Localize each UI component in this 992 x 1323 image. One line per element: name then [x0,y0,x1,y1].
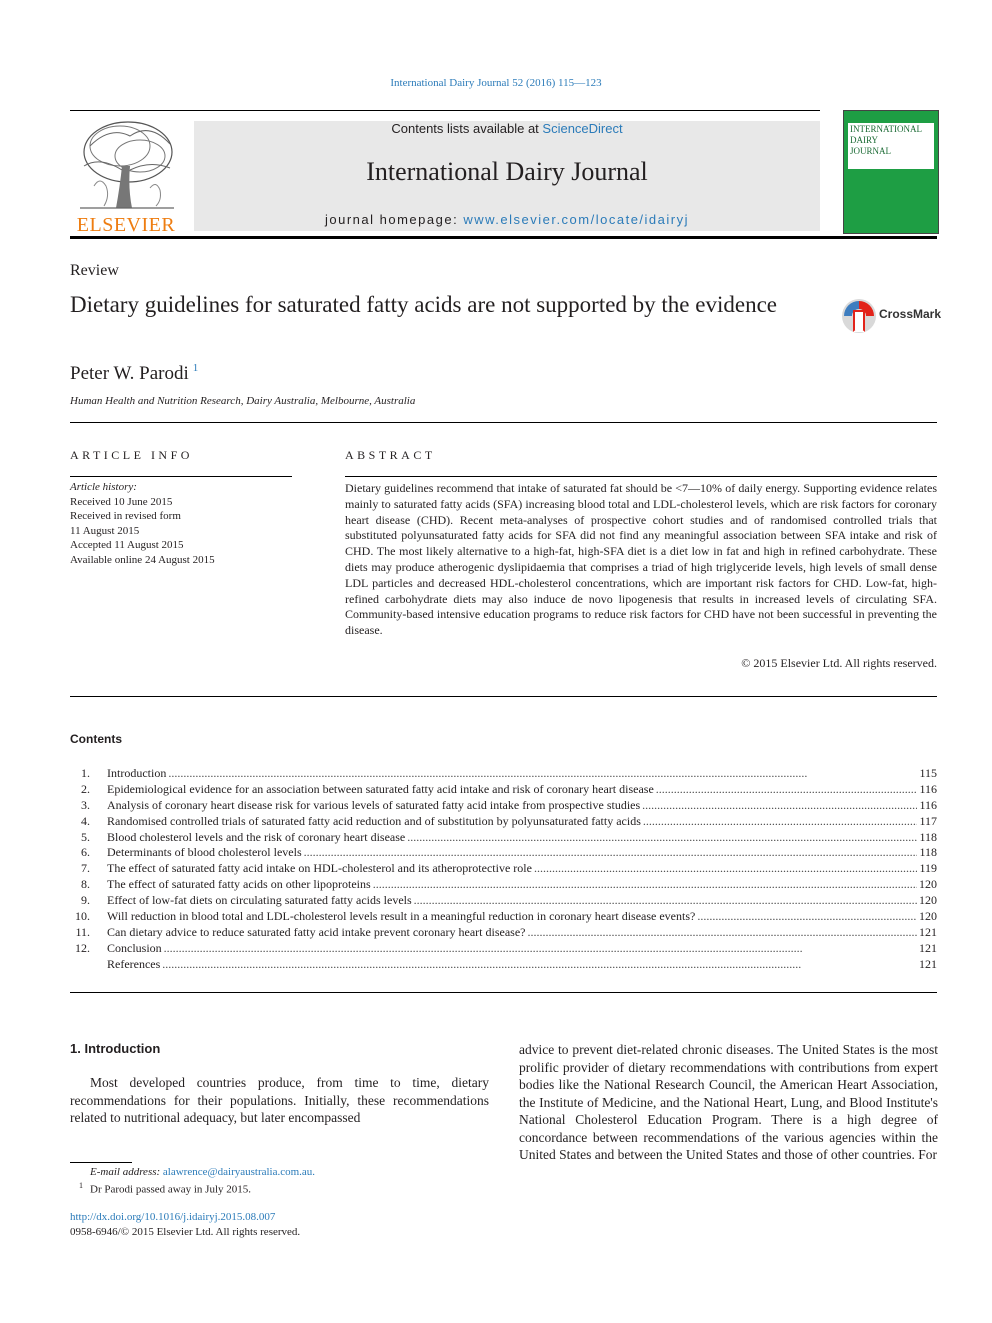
toc-leader-dots [164,941,917,957]
toc-entry-title[interactable]: The effect of saturated fatty acid intake on HDL-cholesterol and its atheroprotective role [107,861,532,876]
toc-leader-dots [643,814,918,830]
toc-entry-number: 2. [81,781,90,796]
toc-entry-title[interactable]: Randomised controlled trials of saturated fatty acid reduction and of substitution by polyunsaturated fatty acids [107,813,641,828]
abstract-rule [345,476,937,477]
toc-entry-page[interactable]: 118 [919,845,937,860]
toc-entry-page[interactable]: 115 [919,766,937,780]
footnote-rule [70,1162,132,1163]
toc-leader-dots [373,877,917,893]
footnote-email [90,1166,315,1178]
toc-entry[interactable] [70,893,937,909]
toc-entry-title[interactable]: Epidemiological evidence for an association between saturated fatty acid intake and risk of coronary heart disease [107,781,654,796]
cover-title [848,123,934,169]
history-item: Available online 24 August 2015 [70,553,215,566]
contents-heading: Contents [70,732,122,746]
toc-entry-page[interactable]: 121 [919,940,937,955]
toc-entry-number: 3. [81,797,90,812]
toc-entry-title[interactable]: Will reduction in blood total and LDL-cholesterol levels result in a meaningful reduction in coronary heart disease events? [107,909,696,924]
toc-entry-page[interactable]: 120 [919,877,937,892]
toc-entry[interactable] [70,941,937,957]
toc-leader-dots [304,845,918,861]
toc-entry-title[interactable]: Effect of low-fat diets on circulating saturated fatty acids levels [107,893,412,908]
toc-entry-number: 1. [81,766,90,780]
contents-divider [70,992,937,993]
doi-link[interactable]: http://dx.doi.org/10.1016/j.idairyj.2015.08.007 [70,1211,276,1223]
toc-entry-number: 11. [75,924,90,939]
toc-entry-title[interactable]: References [107,956,161,971]
author-affiliation: Human Health and Nutrition Research, Dairy Australia, Melbourne, Australia [70,395,416,407]
article-info-heading: ARTICLE INFO [70,448,193,462]
toc-leader-dots [162,957,917,973]
toc-entry-title[interactable]: The effect of saturated fatty acids on other lipoproteins [107,877,371,892]
journal-masthead [194,121,820,231]
toc-entry-page[interactable]: 121 [919,924,937,939]
toc-entry-number: 10. [75,909,90,924]
toc-entry[interactable] [70,798,937,814]
toc-leader-dots [534,861,918,877]
cover-title-line: JOURNAL [850,146,892,156]
toc-leader-dots [642,798,917,814]
author-footnote-link[interactable]: 1 [192,362,199,374]
toc-leader-dots [168,766,917,782]
toc-entry-title[interactable]: Can dietary advice to reduce saturated fatty acid intake prevent coronary heart disease? [107,924,526,939]
toc-entry[interactable] [70,830,937,846]
toc-entry[interactable] [70,845,937,861]
history-item: Accepted 11 August 2015 [70,539,184,551]
toc-entry-title[interactable]: Conclusion [107,940,162,955]
cover-title-line: DAIRY [850,135,879,145]
homepage-link[interactable]: www.elsevier.com/locate/idairyj [463,212,689,227]
toc-entry-title[interactable]: Introduction [107,766,167,780]
masthead-bottom-rule [70,236,937,239]
toc-entry-page[interactable]: 118 [919,829,937,844]
elsevier-logo [70,116,182,234]
toc-entry-page[interactable]: 120 [919,909,937,924]
abstract-text: Dietary guidelines recommend that intake of saturated fat should be <7—10% of daily energy. Supporting evidence relates mainly to saturated fatty acids (SFA) increasing blood total and LDL-cholesterol levels, which are risk factors for coronary heart disease (CHD). Recent meta-analyses of prospective cohort studies and of randomised controlled trials that substituted polyunsaturated fatty acids for SFA did not find any meaningful association between SFA intake and risk of CHD. The most likely alternative to a high-fat, high-SFA diet is a diet low in fat and high in refined carbohydrate. These diets may produce atherogenic dyslipidaemia that comprises a triad of high triglyceride levels, high levels of small dense LDL particles and decreased HDL-cholesterol concentrations, which are important risk factors for CHD. Low-fat, high-refined carbohydrate diets may also induce de novo lipogenesis that results in increased levels of circulating SFA. Community-based intensive education programs to reduce risk factors for CHD have not been successful in preventing the disease. [345,481,937,638]
toc-entry-page[interactable]: 120 [919,893,937,908]
history-item: Received in revised form [70,510,181,522]
footnote-1 [79,1181,251,1196]
toc-entry-page[interactable]: 121 [919,956,937,971]
crossmark-icon [841,296,877,336]
crossmark-label: CrossMark [879,307,942,321]
toc-entry-page[interactable]: 119 [919,861,937,876]
article-info-rule [70,476,292,477]
crossmark-badge[interactable] [841,296,941,336]
article-title: Dietary guidelines for saturated fatty acids are not supported by the evidence [70,292,777,317]
body-text-column-right: advice to prevent diet-related chronic diseases. The United States is the most prolific provider of dietary recommendations with contributions from expert bodies like the National Research Council, the American Heart Association, the Institute of Medicine, and the National Heart, Lung, and Blood Institute's National Cholesterol Education Program. There is a high degree of concordance between recommendations of the various agencies within the United States and between the United States and those of other countries. For [519,1042,938,1162]
elsevier-tree-icon [70,116,182,216]
sciencedirect-link[interactable]: ScienceDirect [542,121,623,136]
body-text-column-left: Most developed countries produce, from time to time, dietary recommendations for their populations. Initially, these recommendations related to nutritional adequacy, but later encompassed [70,1075,489,1125]
toc-entry-number [70,957,90,973]
article-type: Review [70,262,119,279]
email-label: E-mail address: [90,1166,163,1178]
toc-entry-number: 12. [75,940,90,955]
issn-copyright: 0958-6946/© 2015 Elsevier Ltd. All rights reserved. [70,1226,301,1238]
header-divider [70,422,937,423]
toc-leader-dots [407,830,917,846]
author-line [70,362,198,385]
elsevier-wordmark: ELSEVIER [76,214,176,236]
toc-entry[interactable] [70,861,937,877]
toc-entry-number: 4. [81,813,90,828]
history-item: Received 10 June 2015 [70,495,173,508]
toc-leader-dots [527,925,917,941]
author-name: Peter W. Parodi [70,363,189,384]
footnote-text: Dr Parodi passed away in July 2015. [90,1183,252,1196]
toc-entry-page[interactable]: 116 [919,781,937,796]
history-item: 11 August 2015 [70,524,140,537]
section-heading-introduction: 1. Introduction [70,1041,161,1056]
toc-entry-number: 6. [81,845,90,860]
email-link[interactable]: alawrence@dairyaustralia.com.au. [162,1166,316,1178]
toc-entry-number: 9. [81,893,90,908]
footnote-mark: 1 [79,1181,83,1190]
journal-homepage-line [194,212,820,227]
journal-name: International Dairy Journal [366,157,648,186]
contents-available-prefix: Contents lists available at [391,121,543,136]
abstract-heading: ABSTRACT [345,448,436,462]
article-history [70,480,215,567]
toc-entry-title[interactable]: Blood cholesterol levels and the risk of coronary heart disease [107,829,406,844]
toc-entry[interactable] [70,814,937,830]
toc-entry-number: 7. [81,861,90,876]
toc-entry[interactable] [70,957,937,973]
toc-leader-dots [414,893,917,909]
toc-entry-number: 8. [81,877,90,892]
homepage-prefix: journal homepage: [325,212,464,227]
toc-entry[interactable] [70,925,937,941]
toc-entry-title[interactable]: Analysis of coronary heart disease risk for various levels of saturated fatty acid intake from prospective studies [107,797,641,812]
toc-leader-dots [697,909,917,925]
toc-entry-title[interactable]: Determinants of blood cholesterol levels [107,845,302,860]
toc-entry[interactable] [70,877,937,893]
masthead-top-rule [70,110,820,111]
journal-citation[interactable]: International Dairy Journal 52 (2016) 115—123 [390,77,602,89]
table-of-contents [70,766,937,973]
toc-leader-dots [656,782,918,798]
abstract-copyright: © 2015 Elsevier Ltd. All rights reserved. [741,656,937,670]
toc-entry[interactable] [70,782,937,798]
toc-entry-number: 5. [81,829,90,844]
toc-entry-page[interactable]: 116 [919,797,937,812]
toc-entry[interactable] [70,766,937,782]
abstract-divider [70,696,937,697]
toc-entry[interactable] [70,909,937,925]
journal-cover-thumbnail[interactable] [843,110,939,234]
history-label: Article history: [70,481,137,493]
cover-title-line: INTERNATIONAL [850,124,922,134]
contents-available-line [194,121,820,136]
toc-entry-page[interactable]: 117 [919,813,937,828]
